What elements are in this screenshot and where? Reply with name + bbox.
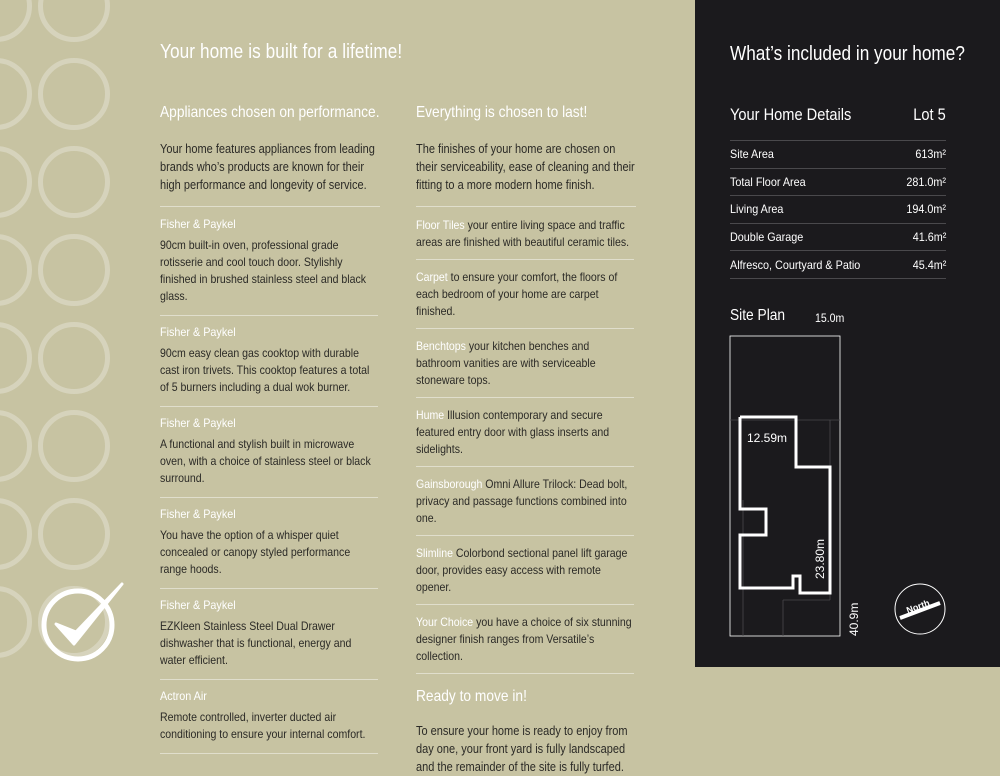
- appliance-item: [160, 689, 378, 754]
- move-in-text: To ensure your home is ready to enjoy from day one, your front yard is fully landscaped and the remainder of the site is fully turfed.: [416, 724, 628, 774]
- decorative-ring: [0, 498, 32, 570]
- appliance-brand: Fisher & Paykel: [160, 325, 236, 339]
- appliance-description: EZKleen Stainless Steel Dual Drawer dishwasher that is functional, energy and water efficient.: [160, 619, 352, 667]
- appliance-brand: Fisher & Paykel: [160, 598, 236, 612]
- appliance-brand: Fisher & Paykel: [160, 507, 236, 521]
- appliance-brand: Fisher & Paykel: [160, 217, 236, 231]
- home-details-title: Your Home Details: [730, 105, 852, 124]
- site-width-label: 15.0m: [815, 311, 845, 325]
- decorative-ring: [38, 58, 110, 130]
- decorative-ring: [38, 0, 110, 42]
- decorative-ring: [38, 234, 110, 306]
- decorative-ring: [0, 586, 32, 658]
- decorative-ring: [0, 0, 32, 42]
- decorative-ring: [38, 410, 110, 482]
- finish-item: [416, 614, 634, 674]
- appliance-brand: Fisher & Paykel: [160, 416, 236, 430]
- finish-description: your kitchen benches and bathroom vanities are with serviceable stoneware tops.: [416, 339, 596, 387]
- finish-description: Illusion contemporary and secure featured entry door with glass inserts and sidelights.: [416, 408, 610, 456]
- finish-description: you have a choice of six stunning designer finish ranges from Versatile’s collection.: [416, 615, 632, 663]
- finish-highlight: Slimline: [416, 546, 453, 560]
- finish-description: your entire living space and traffic areas are finished with beautiful ceramic tiles.: [416, 218, 630, 249]
- finish-highlight: Floor Tiles: [416, 218, 465, 232]
- checkmark-icon: [38, 578, 124, 664]
- site-depth-label: 40.9m: [847, 602, 861, 636]
- row-label: Site Area: [730, 147, 774, 162]
- move-in-heading: Ready to move in!: [416, 688, 527, 705]
- appliances-heading: Appliances chosen on performance.: [160, 104, 380, 121]
- row-value: 45.4m²: [912, 257, 946, 272]
- site-plan-diagram: [695, 0, 1000, 667]
- north-label: North: [905, 597, 932, 616]
- appliance-description: A functional and stylish built in microwave oven, with a choice of stainless steel or black surround.: [160, 437, 371, 485]
- house-depth-label: 23.80m: [813, 538, 827, 579]
- decorative-ring: [38, 498, 110, 570]
- appliances-intro: Your home features appliances from leading brands who’s products are known for their high performance and longevity of service.: [160, 140, 380, 207]
- north-arrow-icon: [895, 584, 945, 634]
- included-title: What’s included in your home?: [730, 43, 965, 65]
- appliance-description: 90cm built-in oven, professional grade rotisserie and cool touch door. Stylishly finished in brushed stainless steel and black glass.: [160, 238, 367, 303]
- decorative-ring: [38, 322, 110, 394]
- appliance-item: [160, 325, 378, 407]
- row-value: 194.0m²: [906, 202, 946, 217]
- row-value: 41.6m²: [912, 230, 946, 245]
- finish-item: [416, 217, 634, 260]
- finish-description: Colorbond sectional panel lift garage door, provides easy access with remote opener.: [416, 546, 628, 594]
- decorative-ring: [0, 146, 32, 218]
- finish-item: [416, 407, 634, 467]
- row-label: Alfresco, Courtyard & Patio: [730, 257, 861, 272]
- site-boundary: [730, 336, 840, 636]
- finish-item: [416, 476, 634, 536]
- site-plan-title: Site Plan: [730, 307, 786, 324]
- appliance-item: [160, 217, 378, 316]
- finish-description: Omni Allure Trilock: Dead bolt, privacy and passage functions combined into one.: [416, 477, 628, 525]
- house-width-label: 12.59m: [747, 431, 788, 445]
- row-label: Living Area: [730, 202, 784, 217]
- finish-highlight: Your Choice: [416, 615, 474, 629]
- row-label: Double Garage: [730, 230, 804, 245]
- appliance-item: [160, 598, 378, 680]
- finish-highlight: Benchtops: [416, 339, 466, 353]
- appliances-column: [160, 104, 378, 763]
- finish-description: to ensure your comfort, the floors of each bedroom of your home are carpet finished.: [416, 270, 618, 318]
- finish-item: [416, 545, 634, 605]
- row-value: 281.0m²: [906, 174, 946, 189]
- finish-highlight: Hume: [416, 408, 445, 422]
- finish-highlight: Gainsborough: [416, 477, 483, 491]
- finish-highlight: Carpet: [416, 270, 448, 284]
- lot-label: Lot 5: [913, 105, 946, 124]
- row-value: 613m²: [915, 147, 946, 162]
- appliance-brand: Actron Air: [160, 689, 207, 703]
- decorative-ring: [0, 410, 32, 482]
- brochure-right-panel: [695, 0, 1000, 667]
- decorative-ring: [38, 146, 110, 218]
- finish-item: [416, 338, 634, 398]
- appliance-description: You have the option of a whisper quiet concealed or canopy styled performance range hoods.: [160, 528, 351, 576]
- decorative-ring: [0, 234, 32, 306]
- appliance-description: Remote controlled, inverter ducted air conditioning to ensure your internal comfort.: [160, 710, 366, 741]
- appliance-item: [160, 416, 378, 498]
- finishes-intro: The finishes of your home are chosen on their serviceability, ease of cleaning and their fitting to a more modern home finish.: [416, 140, 636, 207]
- decorative-ring: [0, 322, 32, 394]
- decorative-ring: [0, 58, 32, 130]
- appliance-description: 90cm easy clean gas cooktop with durable cast iron trivets. This cooktop features a total of 5 burners including a dual wok burner.: [160, 346, 370, 394]
- appliance-item: [160, 507, 378, 589]
- row-label: Total Floor Area: [730, 174, 806, 189]
- finishes-heading: Everything is chosen to last!: [416, 104, 588, 121]
- page-title: Your home is built for a lifetime!: [160, 41, 403, 63]
- finish-item: [416, 269, 634, 329]
- finishes-column: [416, 104, 634, 776]
